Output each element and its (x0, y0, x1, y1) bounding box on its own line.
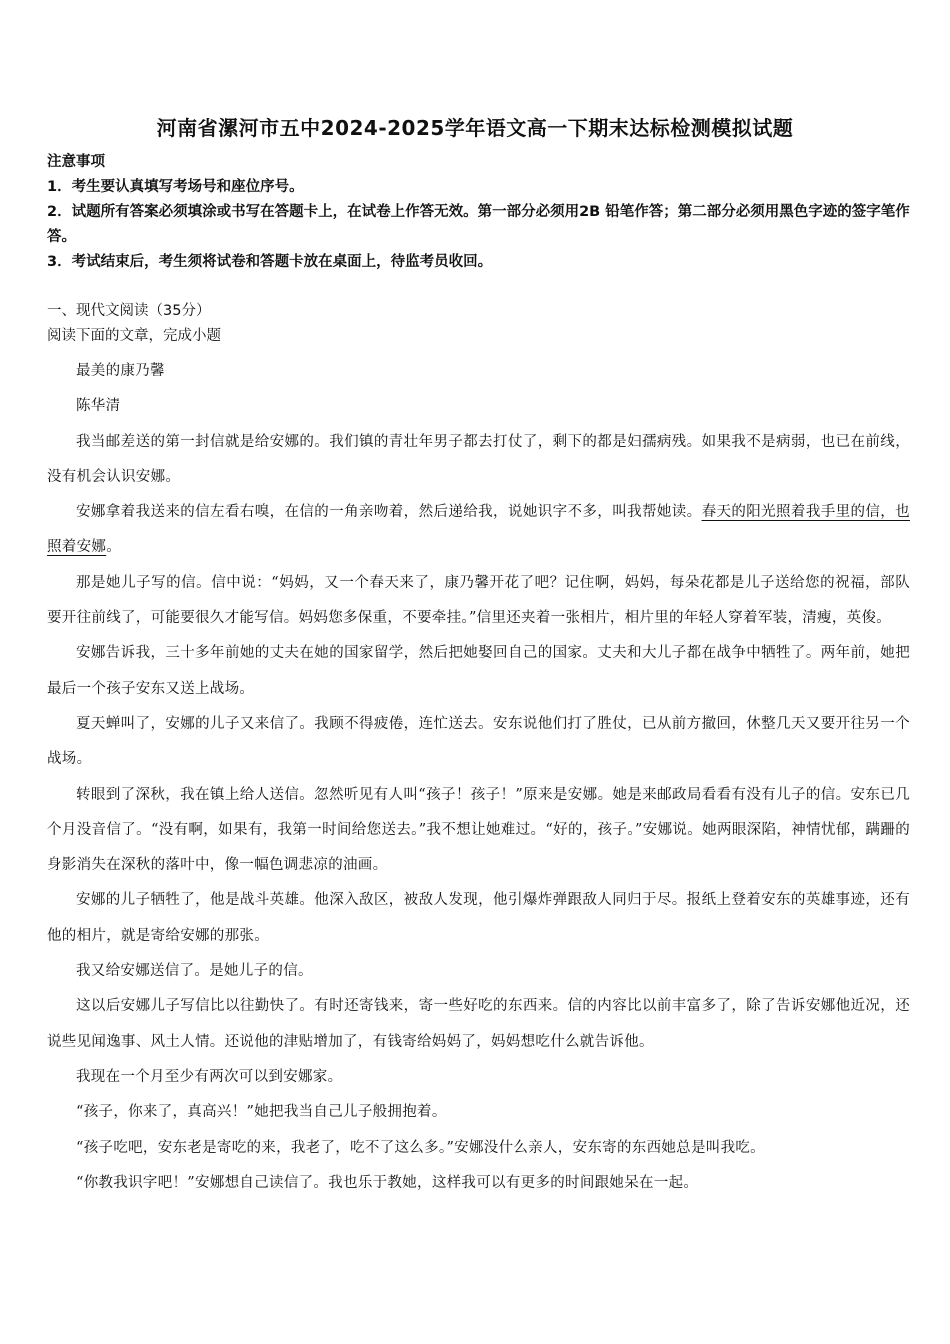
article-paragraph (47, 495, 910, 566)
article-paragraph: 这以后安娜儿子写信比以往勤快了。有时还寄钱来，寄一些好吃的东西来。信的内容比以前丰富多了，除了告诉安娜他近况，还说些见闻逸事、风土人情。还说他的津贴增加了，有钱寄给妈妈了，妈妈想吃什么就告诉他。 (47, 998, 910, 1050)
notice-item: 1．考生要认真填写考场号和座位序号。 (47, 179, 304, 195)
article-paragraph: “孩子吃吧，安东老是寄吃的来，我老了，吃不了这么多。”安娜没什么亲人，安东寄的东西她总是叫我吃。 (76, 1139, 765, 1156)
article-paragraph: “你教我识字吧！”安娜想自己读信了。我也乐于教她，这样我可以有更多的时间跟她呆在一起。 (76, 1174, 699, 1191)
notice-item: 2．试题所有答案必须填涂或书写在答题卡上，在试卷上作答无效。第一部分必须用2B 铅笔作答；第二部分必须用黑色字迹的签字笔作答。 (47, 204, 910, 245)
article-title: 最美的康乃馨 (76, 363, 165, 379)
notice-item: 3．考试结束后，考生须将试卷和答题卡放在桌面上，待监考员收回。 (47, 254, 493, 270)
article-paragraph: 我当邮差送的第一封信就是给安娜的。我们镇的青壮年男子都去打仗了，剩下的都是妇孺病残。如果我不是病弱，也已在前线，没有机会认识安娜。 (47, 433, 910, 485)
underlined-sentence: 春天的阳光照着我手里的信，也照着安娜 (47, 504, 910, 556)
paragraph-text: 安娜拿着我送来的信左看右嗅，在信的一角亲吻着，然后递给我，说她识字不多，叫我帮她读。 (76, 504, 702, 521)
section-instruction: 阅读下面的文章，完成小题 (47, 328, 221, 344)
article-paragraph: 安娜告诉我，三十多年前她的丈夫在她的国家留学，然后把她娶回自己的国家。丈夫和大儿子都在战争中牺牲了。两年前，她把最后一个孩子安东又送上战场。 (47, 645, 910, 697)
page-title: 河南省漯河市五中2024-2025学年语文高一下期末达标检测模拟试题 (156, 116, 794, 140)
article-paragraph: “孩子，你来了，真高兴！”她把我当自己儿子般拥抱着。 (76, 1104, 447, 1121)
article-paragraph: 转眼到了深秋，我在镇上给人送信。忽然听见有人叫“孩子！孩子！”原来是安娜。她是来邮政局看看有没有儿子的信。安东已几个月没音信了。“没有啊，如果有，我第一时间给您送去。”我不想让她难过。“好的，孩子。”安娜说。她两眼深陷，神情忧郁，蹒跚的身影消失在深秋的落叶中，像一幅色调悲凉的油画。 (47, 786, 910, 874)
article-paragraph: 我现在一个月至少有两次可以到安娜家。 (76, 1068, 343, 1085)
article-paragraph: 我又给安娜送信了。是她儿子的信。 (76, 963, 313, 980)
article (47, 354, 910, 1201)
article-paragraph: 夏天蝉叫了，安娜的儿子又来信了。我顾不得疲倦，连忙送去。安东说他们打了胜仗，已从前方撤回，休整几天又要开往另一个战场。 (47, 715, 910, 768)
section-heading: 一、现代文阅读（35分） (47, 303, 211, 319)
paragraph-text: 。 (106, 539, 122, 556)
article-paragraph: 那是她儿子写的信。信中说：“妈妈，又一个春天来了，康乃馨开花了吧？记住啊，妈妈，每朵花都是儿子送给您的祝福，部队要开往前线了，可能要很久才能写信。妈妈您多保重，不要牵挂。”信里还夹着一张相片，相片里的年轻人穿着军装，清瘦，英俊。 (47, 574, 910, 627)
article-paragraph: 安娜的儿子牺牲了，他是战斗英雄。他深入敌区，被敌人发现，他引爆炸弹跟敌人同归于尽。报纸上登着安东的英雄事迹，还有他的相片，就是寄给安娜的那张。 (47, 892, 910, 944)
notice-heading: 注意事项 (47, 154, 105, 170)
article-author: 陈华清 (76, 398, 121, 415)
notice-block (47, 150, 915, 275)
